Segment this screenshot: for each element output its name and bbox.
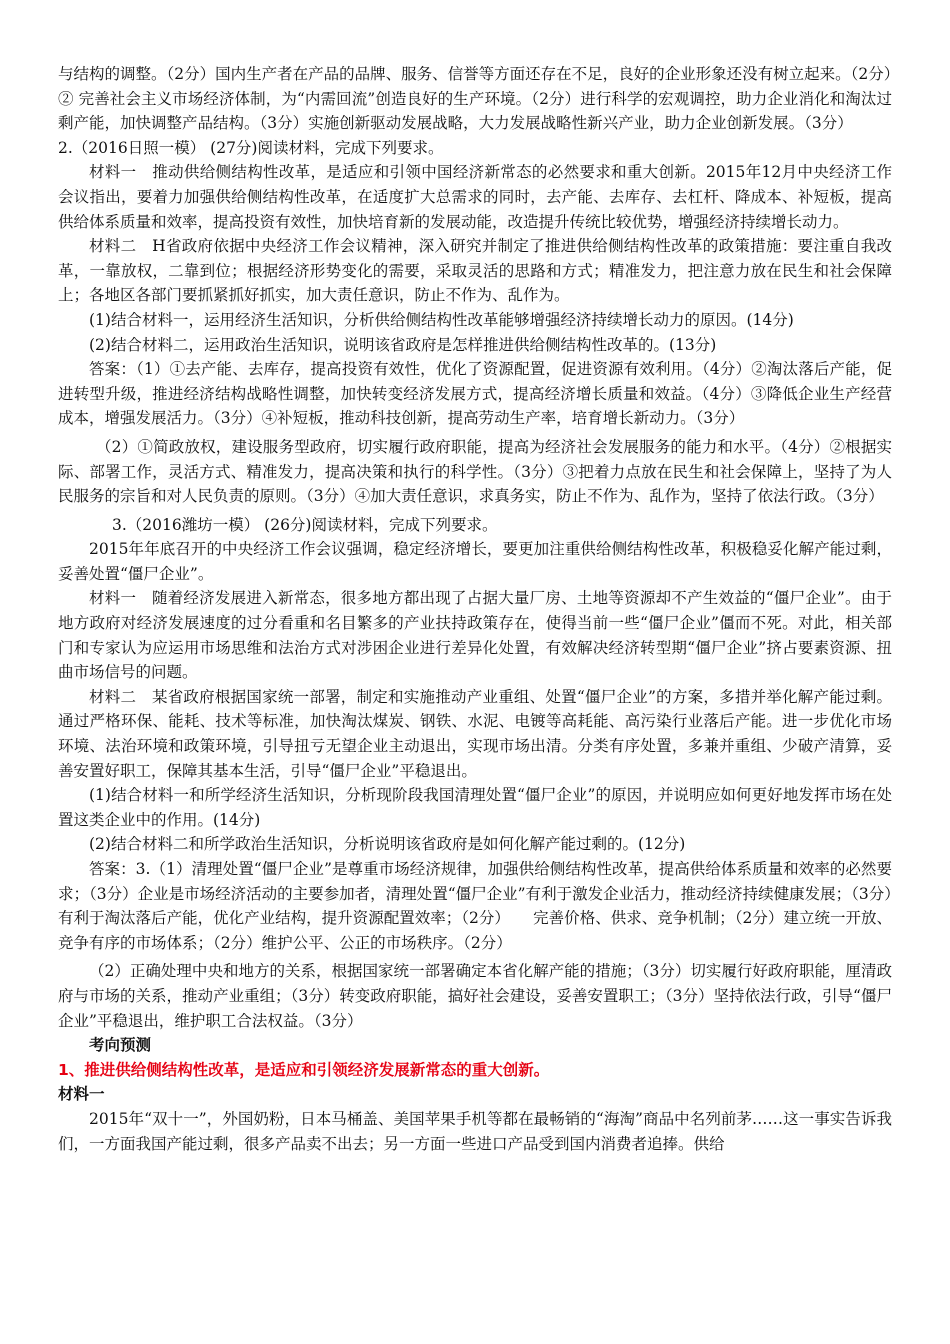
q3-question-2: (2)结合材料二和所学政治生活知识，分析说明该省政府是如何化解产能过剩的。(12分) xyxy=(89,835,686,854)
question-2-heading: 2.（2016日照一模） (27分)阅读材料，完成下列要求。 xyxy=(58,138,444,157)
q3-question-1: (1)结合材料一和所学经济生活知识，分析现阶段我国清理处置“僵尸企业”的原因，并说明应如何更好地发挥市场在处置这类企业中的作用。(14分) xyxy=(58,786,892,829)
q3-answer-1: 答案：3.（1）清理处置“僵尸企业”是尊重市场经济规律，加强供给侧结构性改革，提高供给体系质量和效率的必然要求；（3分）企业是市场经济活动的主要参加者，清理处置“僵尸企业”有利于激发企业活力，推动经济持续健康发展；（3分）有利于淘汰落后产能，优化产业结构，提升资源配置效率；（2分） 完善价格、供求、竞争机制；（2分）建立统一开放、竞争有序的市场体系；（2分）维护公平、公正的市场秩序。（2分） xyxy=(58,860,892,952)
q3-material-2: 材料二 某省政府根据国家统一部署，制定和实施推动产业重组、处置“僵尸企业”的方案，多措并举化解产能过剩。通过严格环保、能耗、技术等标准，加快淘汰煤炭、钢铁、水泥、电镀等高耗能、高污染行业落后产能。进一步优化市场环境、法治环境和政策环境，引导扭亏无望企业主动退出，实现市场出清。分类有序处置，多兼并重组、少破产清算，妥善安置好职工，保障其基本生活，引导“僵尸企业”平稳退出。 xyxy=(58,687,892,780)
section-heading-forecast: 考向预测 xyxy=(89,1036,152,1055)
q2-answer-2: （2）①简政放权，建设服务型政府，切实履行政府职能，提高为经济社会发展服务的能力和水平。（4分）②根据实际、部署工作，灵活方式、精准发力，提高决策和执行的科学性。（3分）③把着力点放在民生和社会保障上，坚持了为人民服务的宗旨和对人民负责的原则。（3分）④加大责任意识，求真务实，防止不作为、乱作为，坚持了依法行政。（3分） xyxy=(58,437,892,506)
question-3-heading: 3.（2016潍坊一模） (26分)阅读材料，完成下列要求。 xyxy=(112,515,498,534)
q3-material-1: 材料一 随着经济发展进入新常态，很多地方都出现了占据大量厂房、土地等资源却不产生效益的“僵尸企业”。由于地方政府对经济发展速度的过分看重和名目繁多的产业扶持政策存在，使得当前一些“僵尸企业”僵而不死。对此，相关部门和专家认为应运用市场思维和法治方式对涉困企业进行差异化处置，有效解决经济转型期“僵尸企业”挤占要素资源、扭曲市场信号的问题。 xyxy=(58,589,892,682)
q3-answer-2: （2）正确处理中央和地方的关系，根据国家统一部署确定本省化解产能的措施；（3分）切实履行好政府职能，厘清政府与市场的关系，推动产业重组；（3分）转变政府职能，搞好社会建设，妥善安置职工；（3分）坚持依法行政，引导“僵尸企业”平稳退出，维护职工合法权益。（3分） xyxy=(58,962,892,1030)
q2-question-1: (1)结合材料一，运用经济生活知识，分析供给侧结构性改革能够增强经济持续增长动力的原因。(14分) xyxy=(89,310,794,329)
q2-material-2: 材料二 H省政府依据中央经济工作会议精神，深入研究并制定了推进供给侧结构性改革的政策措施：要注重自我改革，一靠放权，二靠到位；根据经济形势变化的需要，采取灵活的思路和方式；精准发力，把注意力放在民生和社会保障上；各地区各部门要抓紧抓好抓实，加大责任意识，防止不作为、乱作为。 xyxy=(58,237,892,305)
q2-question-2: (2)结合材料二，运用政治生活知识，说明该省政府是怎样推进供给侧结构性改革的。(13分) xyxy=(89,335,717,354)
forecast-material-1-text: 2015年“双十一”，外国奶粉，日本马桶盖、美国苹果手机等都在最畅销的“海淘”商品中名列前茅……这一事实告诉我们，一方面我国产能过剩，很多产品卖不出去；另一方面一些进口产品受到国内消费者追捧。供给 xyxy=(58,1109,892,1153)
q2-answer-1: 答案：（1）①去产能、去库存，提高投资有效性，优化了资源配置，促进资源有效利用。（4分）②淘汰落后产能，促进转型升级，推进经济结构战略性调整，加快转变经济发展方式，提高经济增长质量和效益。（4分）③降低企业生产经营成本，增强发展活力。（3分）④补短板，推动科技创新，提高劳动生产率，培育增长新动力。（3分） xyxy=(58,360,892,428)
document-body xyxy=(58,62,900,1156)
forecast-material-1-label: 材料一 xyxy=(58,1085,105,1104)
q2-material-1: 材料一 推动供给侧结构性改革，是适应和引领中国经济新常态的必然要求和重大创新。2015年12月中央经济工作会议指出，要着力加强供给侧结构性改革，在适度扩大总需求的同时，去产能、去库存、去杠杆、降成本、补短板，提高供给体系质量和效率，提高投资有效性，加快培育新的发展动能，改造提升传统比较优势，增强经济持续增长动力。 xyxy=(58,163,892,231)
answer-paragraph-1-cont: 与结构的调整。（2分）国内生产者在产品的品牌、服务、信誉等方面还存在不足，良好的企业形象还没有树立起来。（2分） xyxy=(58,65,900,83)
forecast-topic-1: 1、推进供给侧结构性改革，是适应和引领经济发展新常态的重大创新。 xyxy=(58,1060,550,1079)
q3-intro: 2015年年底召开的中央经济工作会议强调，稳定经济增长，要更加注重供给侧结构性改革，积极稳妥化解产能过剩，妥善处置“僵尸企业”。 xyxy=(58,540,892,583)
answer-paragraph-2: ② 完善社会主义市场经济体制，为“内需回流”创造良好的生产环境。（2分）进行科学的宏观调控，助力企业消化和淘汰过剩产能，加快调整产品结构。（3分）实施创新驱动发展战略，大力发展战略性新兴产业，助力企业创新发展。（3分） xyxy=(58,89,892,133)
